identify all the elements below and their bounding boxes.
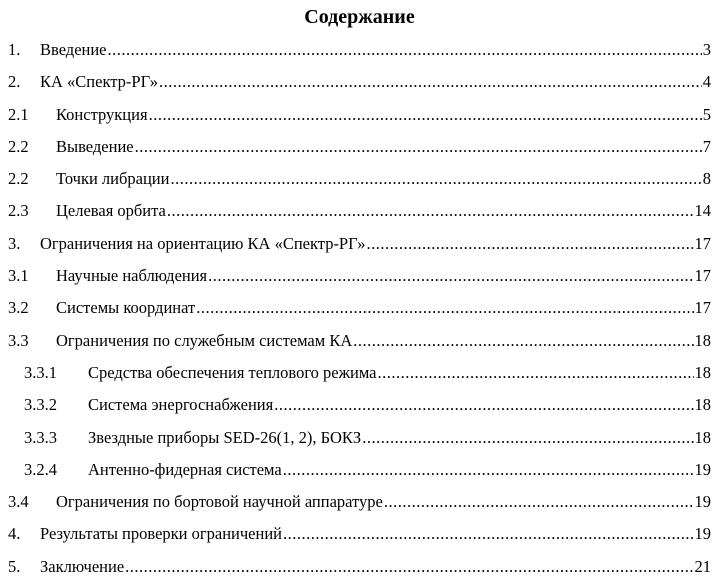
toc-list [0,34,719,583]
toc-entry-title[interactable]: Система энергоснабжения [88,389,273,421]
toc-entry-line [56,99,711,131]
toc-entry-title[interactable]: Заключение [40,551,124,583]
toc-entry-7[interactable] [0,228,719,260]
toc-entry-leader-dots [378,357,694,389]
toc-entry-title[interactable]: Научные наблюдения [56,260,207,292]
toc-entry-6[interactable] [0,195,719,227]
toc-entry-number: 1. [8,40,21,59]
toc-entry-line [40,551,711,583]
toc-entry-title[interactable]: Системы координат [56,292,195,324]
toc-entry-title[interactable]: Точки либрации [56,163,169,195]
toc-entry-line [56,195,711,227]
toc-entry-number: 3.3.3 [24,427,57,447]
page-title: Содержание [304,6,415,28]
toc-entry-number: 3.3.1 [24,362,57,382]
toc-entry-15[interactable] [0,486,719,518]
toc-entry-number: 5. [8,556,21,576]
toc-entry-leader-dots [367,228,694,260]
toc-entry-line [40,34,711,66]
toc-entry-page-number[interactable]: 18 [694,395,711,415]
toc-entry-number: 2. [8,72,21,92]
toc-entry-5[interactable] [0,163,719,195]
toc-entry-line [56,163,711,195]
toc-entry-title[interactable]: Выведение [56,131,134,163]
toc-entry-title[interactable]: Целевая орбита [56,195,166,227]
toc-entry-leader-dots [108,34,702,66]
toc-entry-title[interactable]: Ограничения по бортовой научной аппаратуре [56,486,383,518]
toc-entry-page-number[interactable]: 19 [694,524,711,544]
toc-entry-page-number[interactable]: 21 [694,556,711,576]
toc-entry-line [88,422,711,454]
toc-entry-leader-dots [170,163,701,195]
toc-entry-leader-dots [274,389,693,421]
toc-entry-line [56,292,711,324]
toc-entry-title[interactable]: Введение [40,34,107,66]
toc-entry-page-number[interactable]: 4 [702,72,711,92]
toc-entry-line [88,454,711,486]
toc-entry-leader-dots [167,195,694,227]
toc-entry-line [56,486,711,518]
toc-entry-number: 4. [8,524,21,544]
toc-entry-title[interactable]: Ограничения по служебным системам КА [56,325,352,357]
toc-entry-page-number[interactable]: 3 [702,40,711,59]
toc-entry-number: 2.2 [8,136,29,156]
toc-entry-page-number[interactable]: 19 [694,492,711,512]
toc-entry-page-number[interactable]: 14 [694,201,711,221]
toc-entry-leader-dots [362,422,693,454]
toc-entry-page-number[interactable]: 18 [694,427,711,447]
toc-entry-number: 3.4 [8,492,29,512]
toc-entry-title[interactable]: Конструкция [56,99,148,131]
toc-entry-16[interactable] [0,518,719,550]
toc-entry-number: 2.3 [8,201,29,221]
toc-entry-title[interactable]: Антенно-фидерная система [88,454,282,486]
toc-entry-number: 3.1 [8,266,29,286]
toc-entry-page-number[interactable]: 5 [702,104,711,124]
toc-entry-title[interactable]: Звездные приборы SED-26(1, 2), БОКЗ [88,422,361,454]
toc-entry-number: 2.2 [8,169,29,189]
toc-entry-leader-dots [353,325,693,357]
toc-entry-title[interactable]: Результаты проверки ограничений [40,518,282,550]
toc-entry-title[interactable]: КА «Спектр-РГ» [40,66,158,98]
toc-entry-leader-dots [159,66,702,98]
toc-entry-8[interactable] [0,260,719,292]
toc-entry-leader-dots [283,454,694,486]
toc-entry-2[interactable] [0,66,719,98]
toc-entry-line [56,260,711,292]
toc-entry-14[interactable] [0,454,719,486]
toc-entry-line [88,357,711,389]
toc-entry-11[interactable] [0,357,719,389]
toc-entry-page-number[interactable]: 17 [694,266,711,286]
toc-entry-page-number[interactable]: 17 [694,233,711,253]
toc-entry-9[interactable] [0,292,719,324]
toc-entry-12[interactable] [0,389,719,421]
toc-entry-leader-dots [135,131,702,163]
toc-entry-page-number[interactable]: 17 [694,298,711,318]
toc-entry-4[interactable] [0,131,719,163]
toc-entry-title[interactable]: Средства обеспечения теплового режима [88,357,377,389]
toc-entry-number: 3.3.2 [24,395,57,415]
toc-entry-line [56,131,711,163]
toc-entry-leader-dots [125,551,693,583]
toc-entry-page-number[interactable]: 8 [702,169,711,189]
toc-entry-title[interactable]: Ограничения на ориентацию КА «Спектр-РГ» [40,228,366,260]
toc-entry-line [88,389,711,421]
toc-entry-leader-dots [196,292,693,324]
toc-entry-page-number[interactable]: 19 [694,459,711,479]
toc-entry-line [56,325,711,357]
toc-entry-17[interactable] [0,551,719,583]
toc-entry-13[interactable] [0,422,719,454]
toc-entry-page-number[interactable]: 18 [694,362,711,382]
toc-entry-leader-dots [149,99,702,131]
toc-entry-1[interactable] [0,34,719,66]
toc-entry-number: 3.3 [8,330,29,350]
toc-entry-line [40,518,711,550]
toc-entry-number: 2.1 [8,104,29,124]
toc-entry-number: 3. [8,233,21,253]
toc-entry-3[interactable] [0,99,719,131]
toc-entry-page-number[interactable]: 18 [694,330,711,350]
toc-entry-number: 3.2 [8,298,29,318]
toc-entry-number: 3.2.4 [24,459,57,479]
toc-entry-leader-dots [208,260,693,292]
toc-entry-page-number[interactable]: 7 [702,136,711,156]
toc-entry-leader-dots [283,518,694,550]
toc-entry-line [40,66,711,98]
toc-entry-10[interactable] [0,325,719,357]
toc-entry-leader-dots [384,486,694,518]
toc-entry-line [40,228,711,260]
